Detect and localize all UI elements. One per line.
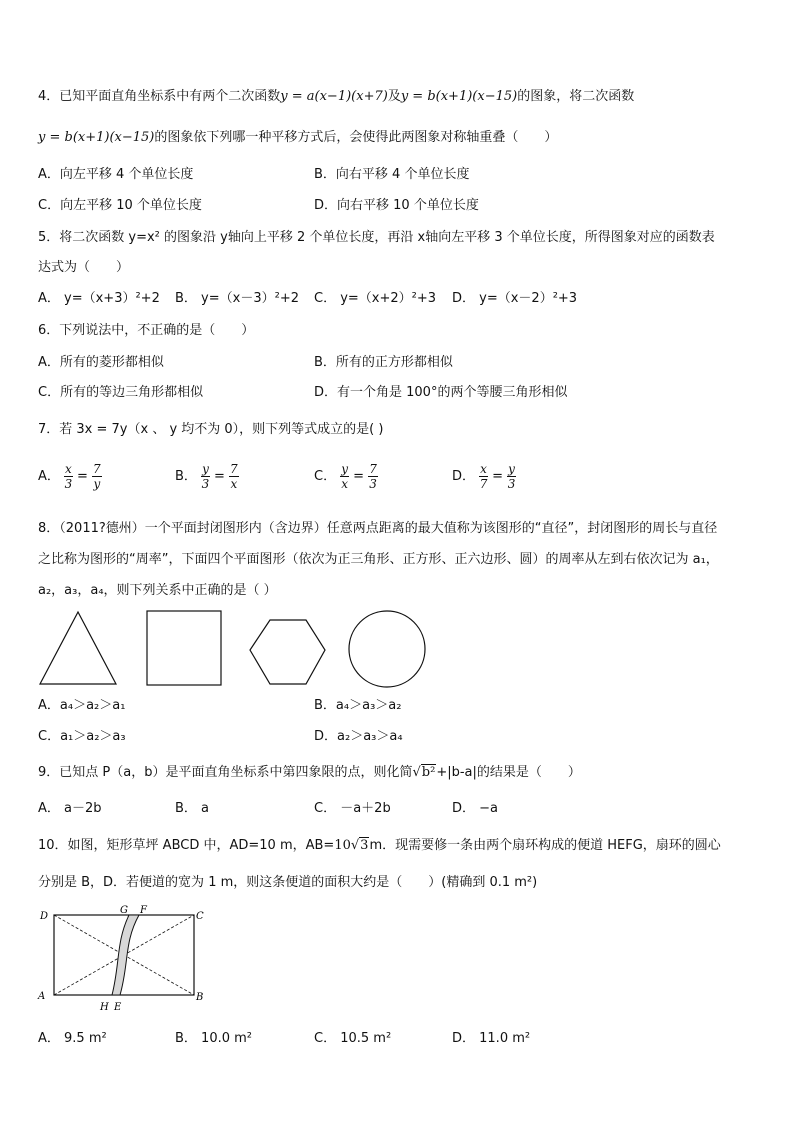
q8-stem-line1: 8．（2011?德州）一个平面封闭图形内（含边界）任意两点距离的最大值称为该图形的“直径”，封闭图形的周长与直径	[38, 521, 718, 536]
q4-text-line2: 的图象依下列哪一种平移方式后，会使得此两图象对称轴重叠（ ）	[154, 130, 558, 145]
q4-text-a: 4．已知平面直角坐标系中有两个二次函数	[38, 89, 281, 104]
square-shape	[147, 611, 221, 685]
q7-option-a[interactable]	[38, 462, 102, 491]
q10-sqrt: 10√3	[334, 838, 369, 853]
q10-rectangle-figure	[34, 904, 214, 1016]
q7-option-c-label: C．	[314, 469, 337, 484]
q7-option-b-frac-right: $\frac{7}{x}$	[230, 462, 238, 491]
q9-option-b[interactable]: B． a	[175, 801, 210, 816]
q7-option-c-eq: =	[353, 469, 365, 484]
q4-text-mid: 及	[387, 89, 401, 104]
q8-option-b[interactable]: B．a₄＞a₃＞a₂	[314, 698, 402, 713]
label-b: B	[196, 992, 204, 1003]
triangle-shape	[40, 612, 116, 684]
circle-shape	[349, 611, 425, 687]
q4-option-c[interactable]: C．向左平移 10 个单位长度	[38, 198, 202, 213]
label-f: F	[140, 905, 147, 916]
q10-option-d[interactable]: D． 11.0 m²	[452, 1031, 531, 1046]
q7-option-b-frac-left: $\frac{y}{3}$	[201, 462, 210, 491]
q4-text-end: 的图象，将二次函数	[517, 89, 635, 104]
q10-text-b: m．现需要修一条由两个扇环构成的便道 HEFG，扇环的圆心	[369, 838, 721, 853]
q4-formula-2: y = b(x+1)(x−15)	[400, 89, 518, 104]
hexagon-shape	[250, 620, 325, 684]
q7-option-a-frac-right: $\frac{7}{y}$	[93, 462, 101, 491]
q8-option-c[interactable]: C．a₁＞a₂＞a₃	[38, 729, 126, 744]
q7-option-a-label: A．	[38, 469, 60, 484]
q6-option-b[interactable]: B．所有的正方形都相似	[314, 355, 453, 370]
q10-stem-line2: 分别是 B，D．若便道的宽为 1 m，则这条便道的面积大约是（ ）(精确到 0.1 m²)	[38, 875, 538, 890]
q7-option-b-eq: =	[213, 469, 225, 484]
q10-option-a[interactable]: A． 9.5 m²	[38, 1031, 107, 1046]
q7-option-d[interactable]	[452, 462, 516, 491]
q5-stem-line2: 达式为（ ）	[38, 260, 130, 275]
q8-option-d[interactable]: D．a₂＞a₃＞a₄	[314, 729, 403, 744]
q7-option-b-label: B．	[175, 469, 197, 484]
label-d: D	[40, 911, 49, 922]
label-a: A	[38, 991, 46, 1002]
path-hefg	[112, 915, 139, 995]
q8-stem-line2: 之比称为图形的“周率”，下面四个平面图形（依次为正三角形、正方形、正六边形、圆）的周率从左到右依次记为 a₁，	[38, 552, 719, 567]
label-h: H	[100, 1002, 109, 1013]
q4-formula-1: y = a(x−1)(x+7)	[280, 89, 388, 104]
q7-option-c-frac-right: $\frac{7}{3}$	[369, 462, 377, 491]
q9-option-c[interactable]: C． －a＋2b	[314, 801, 391, 816]
q4-option-d[interactable]: D．向右平移 10 个单位长度	[314, 198, 479, 213]
q6-option-c[interactable]: C．所有的等边三角形都相似	[38, 385, 204, 400]
q7-option-d-label: D．	[452, 469, 476, 484]
q4-stem-line2	[38, 129, 557, 147]
q9-text-b: +|b-a|的结果是（ ）	[436, 765, 581, 780]
q8-option-a[interactable]: A．a₄＞a₂＞a₁	[38, 698, 126, 713]
q9-radicand: b²	[421, 765, 436, 780]
q10-text-a: 10．如图，矩形草坪 ABCD 中，AD=10 m，AB=	[38, 838, 335, 853]
q9-stem	[38, 764, 581, 782]
label-c: C	[196, 911, 204, 922]
q7-option-d-frac-right: $\frac{y}{3}$	[507, 462, 516, 491]
q5-option-d[interactable]: D． y=（x－2）²+3	[452, 291, 578, 306]
q7-option-a-eq: =	[76, 469, 88, 484]
q9-sqrt: √b²	[412, 765, 436, 780]
q6-option-d[interactable]: D．有一个角是 100°的两个等腰三角形相似	[314, 385, 568, 400]
q4-option-a[interactable]: A．向左平移 4 个单位长度	[38, 167, 194, 182]
q10-stem-line1	[38, 837, 721, 855]
q7-option-d-frac-left: $\frac{x}{7}$	[479, 462, 488, 491]
q7-option-b[interactable]	[175, 462, 239, 491]
q7-option-c[interactable]	[314, 462, 378, 491]
q7-option-d-eq: =	[492, 469, 503, 484]
q7-option-c-frac-left: $\frac{y}{x}$	[341, 462, 348, 491]
q5-option-b[interactable]: B． y=（x－3）²+2	[175, 291, 299, 306]
label-e: E	[114, 1002, 122, 1013]
q5-option-c[interactable]: C． y=（x+2）²+3	[314, 291, 437, 306]
q9-option-d[interactable]: D． −a	[452, 801, 499, 816]
q6-stem: 6．下列说法中，不正确的是（ ）	[38, 323, 255, 338]
q8-shapes-figure	[38, 608, 438, 692]
q10-coef: 10	[334, 838, 351, 853]
q10-radicand: 3	[360, 838, 369, 853]
q5-option-a[interactable]: A． y=（x+3）²+2	[38, 291, 160, 306]
q4-option-b[interactable]: B．向右平移 4 个单位长度	[314, 167, 470, 182]
q9-text-a: 9．已知点 P（a，b）是平面直角坐标系中第四象限的点，则化简	[38, 765, 413, 780]
q4-stem-line1	[38, 88, 634, 106]
q9-option-a[interactable]: A． a－2b	[38, 801, 102, 816]
q5-stem-line1: 5．将二次函数 y=x² 的图象沿 y轴向上平移 2 个单位长度，再沿 x轴向左平移 3 个单位长度，所得图象对应的函数表	[38, 230, 715, 245]
q4-formula-3: y = b(x+1)(x−15)	[38, 130, 155, 145]
q7-stem: 7．若 3x = 7y（x 、 y 均不为 0），则下列等式成立的是( )	[38, 422, 384, 437]
q10-option-c[interactable]: C． 10.5 m²	[314, 1031, 392, 1046]
label-g: G	[120, 905, 128, 916]
q10-option-b[interactable]: B． 10.0 m²	[175, 1031, 253, 1046]
q6-option-a[interactable]: A．所有的菱形都相似	[38, 355, 164, 370]
q7-option-a-frac-left: $\frac{x}{3}$	[64, 462, 73, 491]
q8-stem-line3: a₂，a₃，a₄，则下列关系中正确的是（ ）	[38, 583, 277, 598]
